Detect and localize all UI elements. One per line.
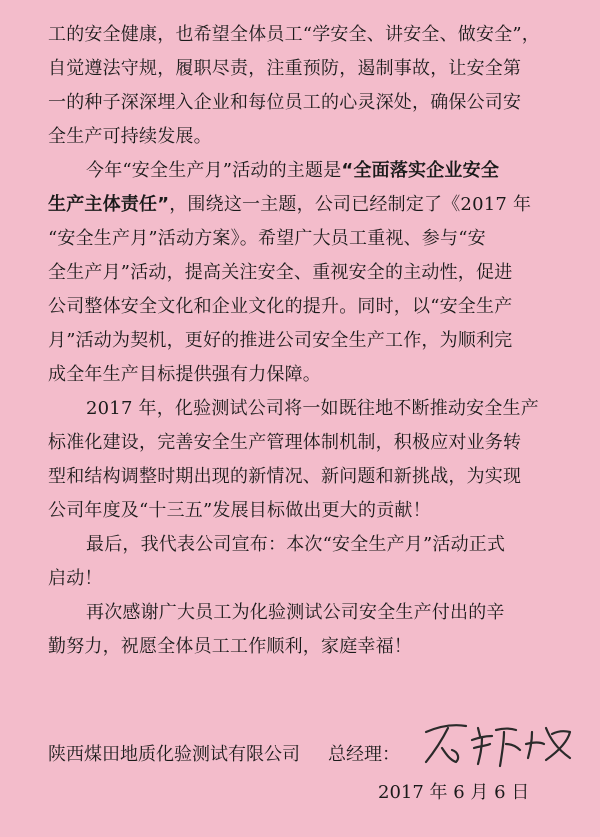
text-line: 再次感谢广大员工为化验测试公司安全生产付出的辛 [86, 602, 505, 623]
text-segment: 今年“安全生产月”活动的主题是 [86, 160, 342, 181]
text-line: 成全年生产目标提供强有力保障。 [48, 364, 321, 385]
text-line: 全生产月”活动，提高关注安全、重视安全的主动性，促进 [48, 262, 513, 283]
text-line: 全生产可持续发展。 [48, 126, 212, 147]
document-body [48, 18, 563, 664]
handwritten-signature [420, 714, 580, 774]
text-line: “安全生产月”活动方案》。希望广大员工重视、参与“安 [48, 228, 486, 249]
signatory-title: 总经理： [328, 744, 400, 765]
document-date: 2017 年 6 月 6 日 [378, 782, 530, 803]
theme-emphasis: 生产主体责任” [48, 194, 170, 215]
text-segment: ，围绕这一主题，公司已经制定了《2017 年 [169, 194, 532, 215]
text-line: 公司整体安全文化和企业文化的提升。同时，以“安全生产 [48, 296, 513, 317]
signature-line [48, 740, 400, 770]
text-line: 一的种子深深埋入企业和每位员工的心灵深处，确保公司安 [48, 92, 522, 113]
text-line [48, 188, 563, 222]
text-line: 月”活动为契机，更好的推进公司安全生产工作，为顺利完 [48, 330, 513, 351]
theme-emphasis: “全面落实企业安全 [341, 160, 500, 181]
text-line [48, 154, 563, 188]
text-line: 公司年度及“十三五”发展目标做出更大的贡献！ [48, 500, 431, 521]
company-name: 陕西煤田地质化验测试有限公司 [48, 744, 300, 765]
text-line: 启动！ [48, 568, 103, 589]
text-line: 2017 年，化验测试公司将一如既往地不断推动安全生产 [86, 398, 539, 419]
text-line: 最后，我代表公司宣布：本次“安全生产月”活动正式 [86, 534, 506, 555]
text-line: 勤努力，祝愿全体员工工作顺利，家庭幸福！ [48, 636, 412, 657]
text-line: 工的安全健康，也希望全体员工“学安全、讲安全、做安全”， [48, 24, 541, 45]
text-line: 标准化建设，完善安全生产管理体制机制，积极应对业务转 [48, 432, 522, 453]
text-line: 自觉遵法守规，履职尽责，注重预防，遏制事故，让安全第 [48, 58, 522, 79]
text-line: 型和结构调整时期出现的新情况、新问题和新挑战，为实现 [48, 466, 522, 487]
